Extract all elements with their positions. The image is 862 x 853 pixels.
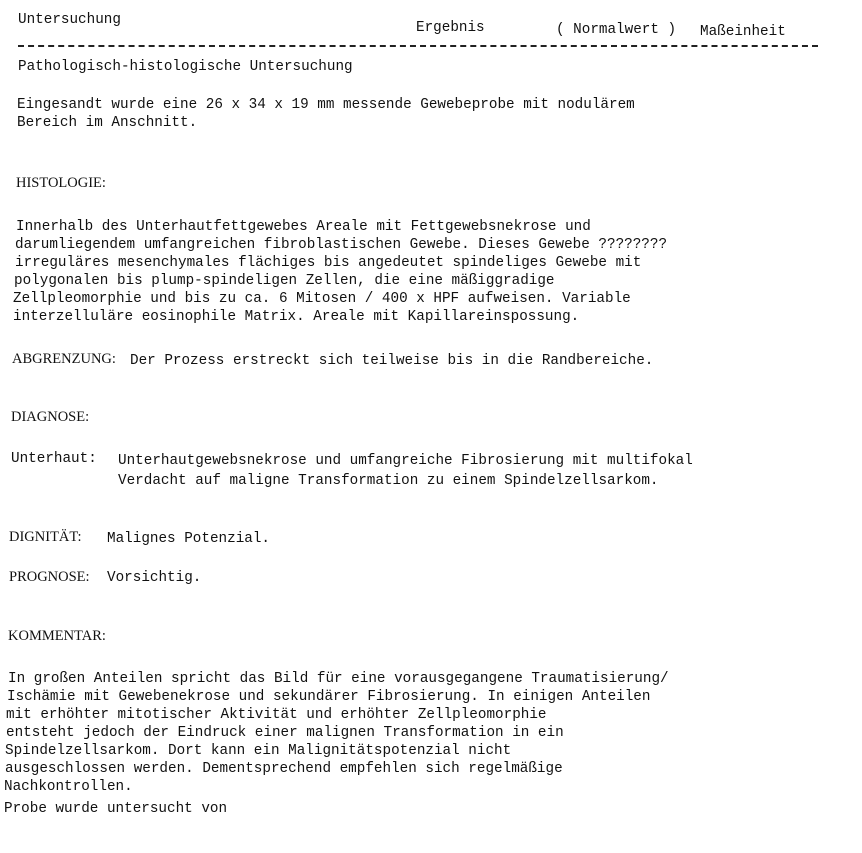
histologie-line-5: Zellpleomorphie und bis zu ca. 6 Mitosen / 400 x HPF aufweisen. Variable bbox=[13, 291, 631, 307]
kommentar-line-3: mit erhöhter mitotischer Aktivität und erhöhter Zellpleomorphie bbox=[6, 707, 547, 723]
dignitaet-label: DIGNITÄT: bbox=[9, 529, 82, 545]
histologie-line-1: Innerhalb des Unterhautfettgewebes Areale mit Fettgewebsnekrose und bbox=[16, 219, 591, 235]
header-divider bbox=[18, 45, 818, 47]
diagnose-line-2: Verdacht auf maligne Transformation zu einem Spindelzellsarkom. bbox=[118, 473, 659, 489]
abgrenzung-label: ABGRENZUNG: bbox=[12, 351, 116, 367]
kommentar-line-7: Nachkontrollen. bbox=[4, 779, 133, 795]
kommentar-label: KOMMENTAR: bbox=[8, 628, 106, 644]
diagnose-label: DIAGNOSE: bbox=[11, 409, 90, 425]
header-ergebnis: Ergebnis bbox=[416, 20, 485, 36]
header-normalwert: ( Normalwert ) bbox=[556, 22, 677, 38]
prognose-label: PROGNOSE: bbox=[9, 569, 90, 585]
kommentar-line-6: ausgeschlossen werden. Dementsprechend empfehlen sich regelmäßige bbox=[5, 761, 563, 777]
eingesandt-line-1: Eingesandt wurde eine 26 x 34 x 19 mm messende Gewebeprobe mit nodulärem bbox=[17, 97, 635, 113]
kommentar-line-1: In großen Anteilen spricht das Bild für eine vorausgegangene Traumatisierung/ bbox=[8, 671, 669, 687]
footer-text: Probe wurde untersucht von bbox=[4, 801, 228, 817]
histologie-line-3: irreguläres mesenchymales flächiges bis angedeutet spindeliges Gewebe mit bbox=[15, 255, 642, 271]
header-untersuchung: Untersuchung bbox=[18, 12, 121, 28]
header-masseinheit: Maßeinheit bbox=[700, 24, 786, 40]
diagnose-unterhaut-label: Unterhaut: bbox=[11, 451, 97, 467]
abgrenzung-text: Der Prozess erstreckt sich teilweise bis in die Randbereiche. bbox=[130, 353, 654, 369]
prognose-text: Vorsichtig. bbox=[107, 570, 202, 586]
kommentar-line-2: Ischämie mit Gewebenekrose und sekundärer Fibrosierung. In einigen Anteilen bbox=[7, 689, 651, 705]
histologie-line-6: interzelluläre eosinophile Matrix. Areale mit Kapillareinspossung. bbox=[13, 309, 580, 325]
histologie-line-4: polygonalen bis plump-spindeligen Zellen, die eine mäßiggradige bbox=[14, 273, 555, 289]
report-title: Pathologisch-histologische Untersuchung bbox=[18, 59, 353, 75]
histologie-line-2: darumliegendem umfangreichen fibroblastischen Gewebe. Dieses Gewebe ???????? bbox=[15, 237, 668, 253]
dignitaet-text: Malignes Potenzial. bbox=[107, 531, 271, 547]
histologie-label: HISTOLOGIE: bbox=[16, 175, 106, 191]
eingesandt-line-2: Bereich im Anschnitt. bbox=[17, 115, 198, 131]
kommentar-line-5: Spindelzellsarkom. Dort kann ein Malignitätspotenzial nicht bbox=[5, 743, 512, 759]
diagnose-line-1: Unterhautgewebsnekrose und umfangreiche Fibrosierung mit multifokal bbox=[118, 453, 693, 469]
kommentar-line-4: entsteht jedoch der Eindruck einer malignen Transformation in ein bbox=[6, 725, 564, 741]
